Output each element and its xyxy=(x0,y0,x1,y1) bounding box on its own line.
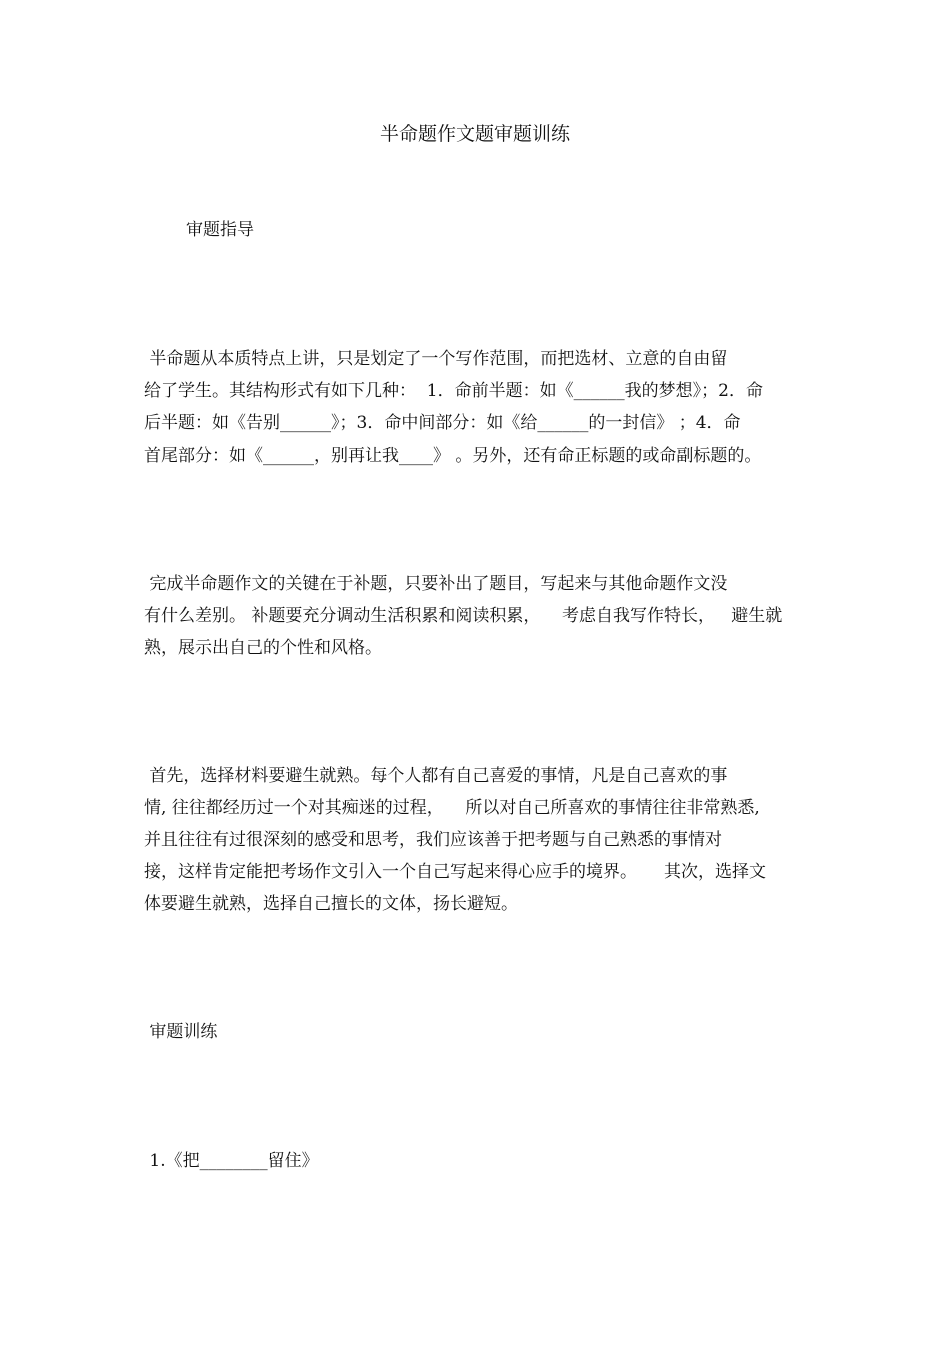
section-heading-guidance: 审题指导 xyxy=(186,220,254,240)
paragraph-line: 给了学生。其结构形式有如下几种： 1．命前半题：如《______我的梦想》；2．命 xyxy=(144,381,763,401)
paragraph-line: 半命题从本质特点上讲，只是划定了一个写作范围，而把选材、立意的自由留 xyxy=(144,349,728,369)
paragraph-line: 情, 往往都经历过一个对其痴迷的过程， 所以对自己所喜欢的事情往往非常熟悉, xyxy=(144,798,760,818)
paragraph-line: 首尾部分：如《______，别再让我____》 。另外，还有命正标题的或命副标题的。 xyxy=(144,446,762,466)
paragraph-line: 首先，选择材料要避生就熟。每个人都有自己喜爱的事情，凡是自己喜欢的事 xyxy=(144,766,728,786)
paragraph-line: 接，这样肯定能把考场作文引入一个自己写起来得心应手的境界。 其次，选择文 xyxy=(144,862,767,882)
paragraph-line: 并且往往有过很深刻的感受和思考，我们应该善于把考题与自己熟悉的事情对 xyxy=(144,830,722,850)
paragraph-line: 后半题：如《告别______》；3．命中间部分：如《给______的一封信》 ；4．命 xyxy=(144,413,741,433)
paragraph-line: 有什么差别。 补题要充分调动生活积累和阅读积累， 考虑自我写作特长， 避生就 xyxy=(144,606,783,626)
exercise-item: 1.《把________留住》 xyxy=(144,1151,319,1171)
paragraph-line: 体要避生就熟，选择自己擅长的文体，扬长避短。 xyxy=(144,894,518,914)
paragraph-line: 熟，展示出自己的个性和风格。 xyxy=(144,638,382,658)
section-heading-training: 审题训练 xyxy=(144,1022,218,1042)
paragraph-line: 完成半命题作文的关键在于补题，只要补出了题目，写起来与其他命题作文没 xyxy=(144,574,728,594)
document-title: 半命题作文题审题训练 xyxy=(379,123,570,145)
